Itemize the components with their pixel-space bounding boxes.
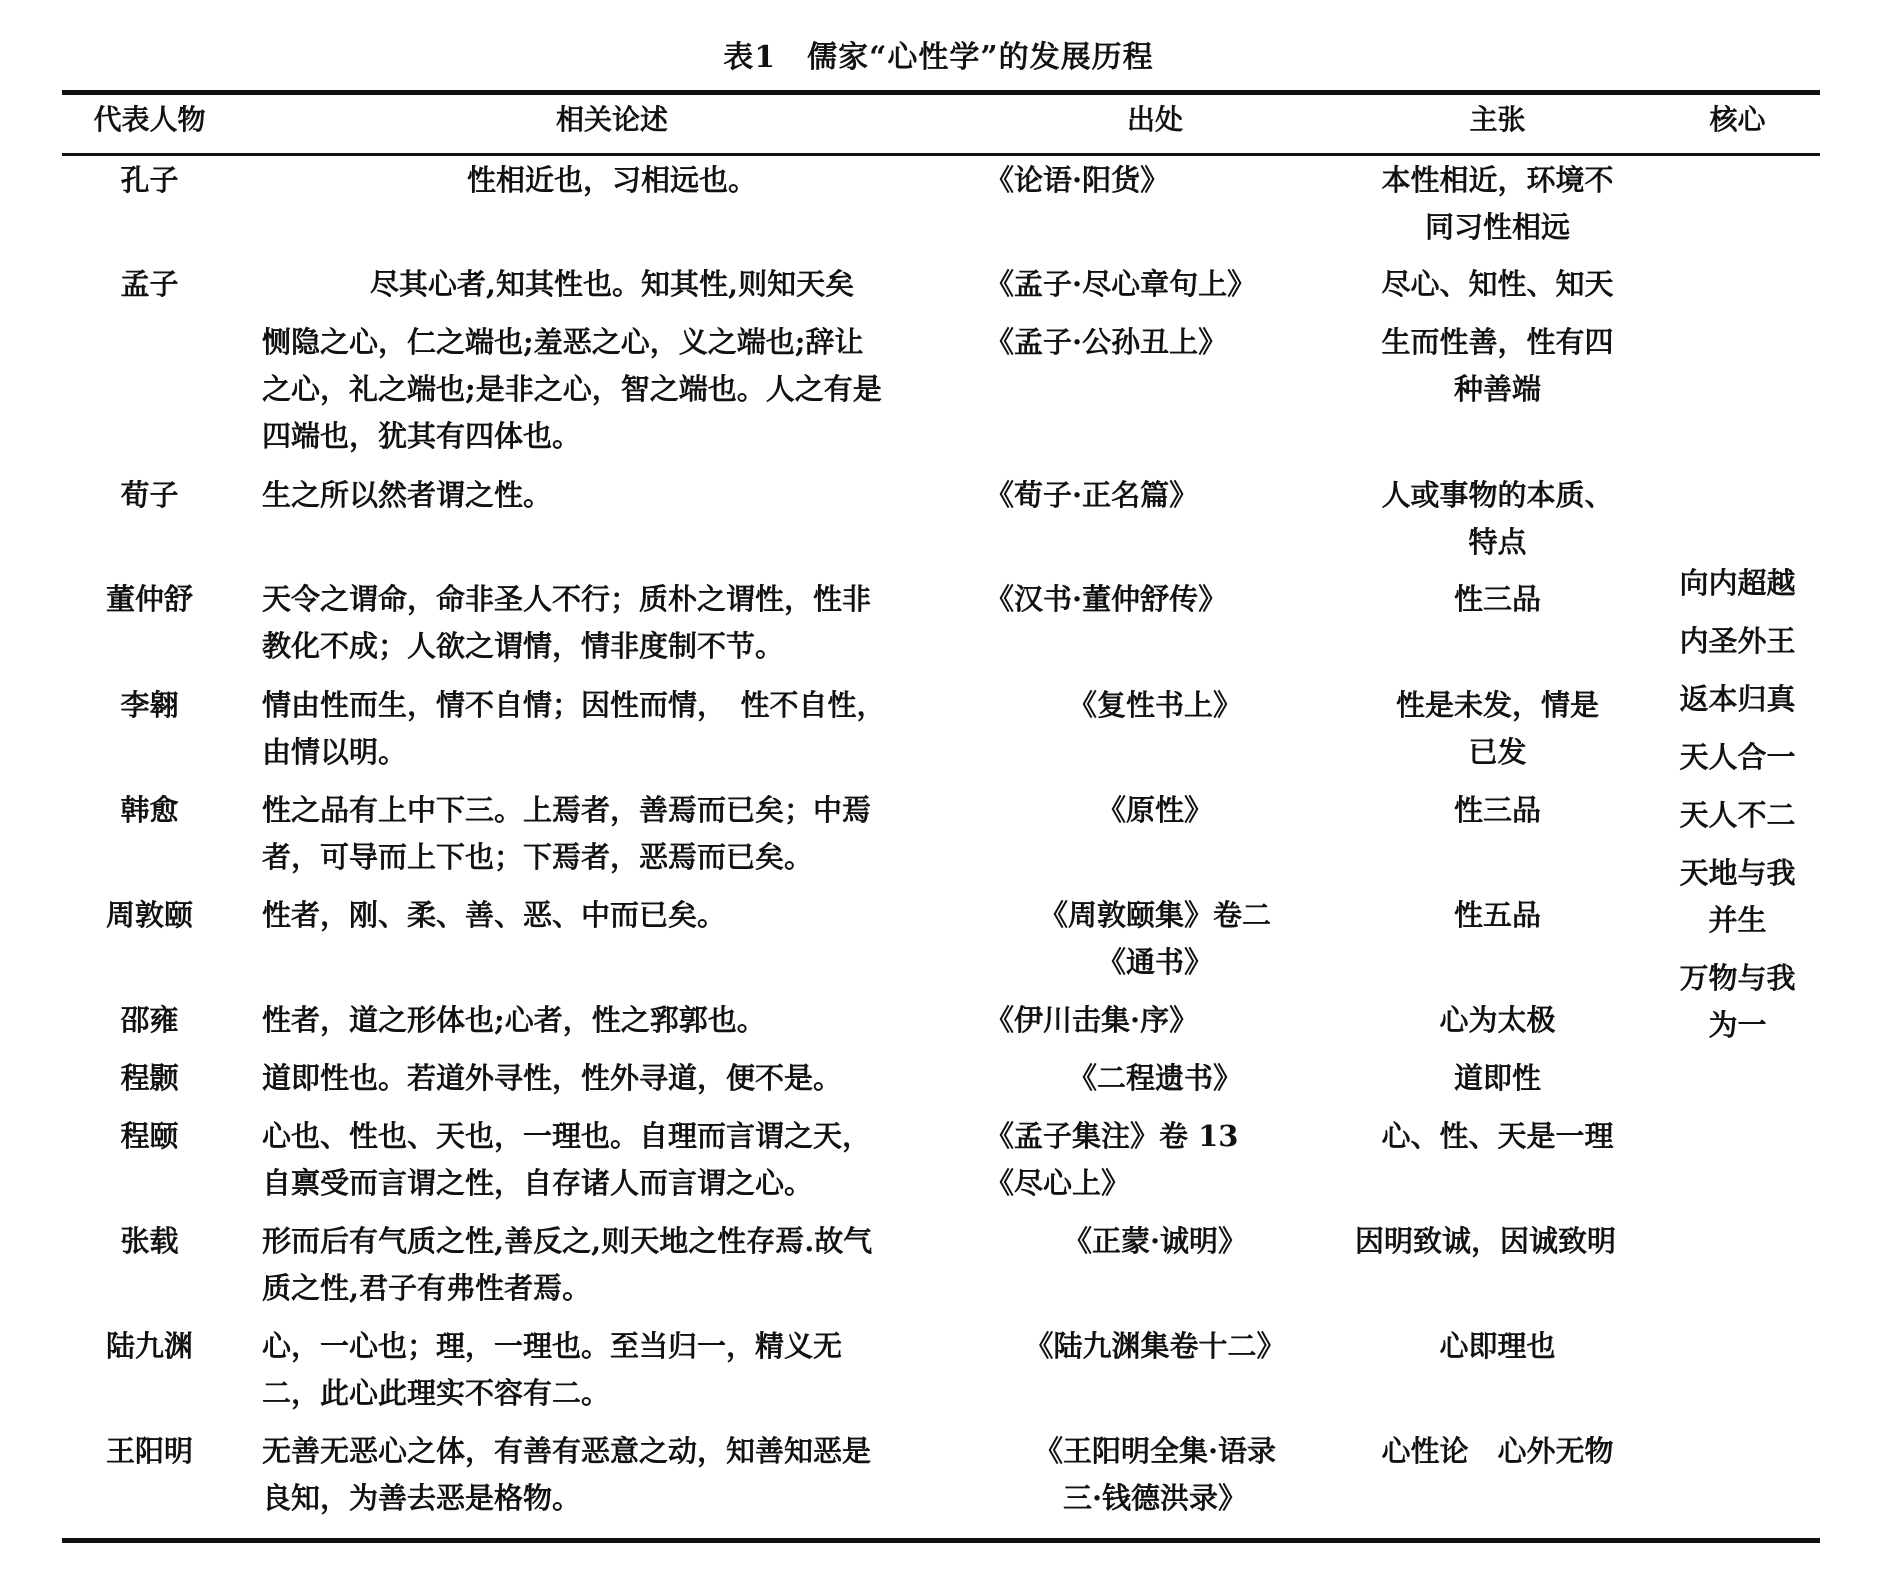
source-line: 《论语·阳货》 (985, 163, 1170, 197)
claim-line: 性三品 (1453, 793, 1541, 827)
person-cell: 张载 (120, 1224, 179, 1258)
claim-line: 已发 (1468, 735, 1527, 769)
person-cell: 周敦颐 (105, 898, 193, 932)
person-cell: 韩愈 (120, 793, 179, 827)
text-line: 尽其心者,知其性也。知其性,则知天矣 (369, 267, 855, 301)
person-cell: 荀子 (120, 478, 179, 512)
claim-line: 心即理也 (1439, 1329, 1556, 1363)
text-line: 心，一心也；理，一理也。至当归一，精义无 (262, 1329, 843, 1363)
text-line: 自禀受而言谓之性，自存诸人而言谓之心。 (262, 1166, 814, 1200)
source-line: 三·钱德洪录》 (1062, 1481, 1248, 1515)
source-line: 《陆九渊集卷十二》 (1024, 1329, 1286, 1363)
claim-line: 性三品 (1453, 582, 1541, 616)
core-item: 向内超越 (1679, 566, 1796, 600)
source-line: 《汉书·董仲舒传》 (985, 582, 1228, 616)
text-line: 道即性也。若道外寻性，性外寻道，便不是。 (262, 1061, 843, 1095)
header-person: 代表人物 (93, 103, 206, 136)
core-item: 天地与我 (1679, 856, 1796, 890)
source-line: 《伊川击集·序》 (985, 1003, 1199, 1037)
text-line: 性相近也，习相远也。 (466, 163, 757, 197)
person-cell: 程颢 (120, 1061, 179, 1095)
claim-line: 种善端 (1453, 372, 1541, 406)
text-line: 生之所以然者谓之性。 (262, 478, 553, 512)
text-line: 形而后有气质之性,善反之,则天地之性存焉.故气 (262, 1224, 873, 1258)
source-line: 《通书》 (1096, 945, 1213, 979)
text-line: 者，可导而上下也；下焉者，恶焉而已矣。 (262, 840, 814, 874)
text-line: 性之品有上中下三。上焉者，善焉而已矣；中焉 (262, 793, 872, 827)
claim-line: 本性相近，环境不 (1381, 163, 1614, 197)
source-line: 《原性》 (1096, 793, 1213, 827)
core-column (1655, 560, 1820, 1049)
source-line: 《孟子·尽心章句上》 (985, 267, 1257, 301)
source-line: 《王阳明全集·语录 (1033, 1434, 1277, 1468)
claim-line: 生而性善，性有四 (1381, 325, 1614, 359)
text-line: 二，此心此理实不容有二。 (262, 1376, 611, 1410)
text-line: 恻隐之心，仁之端也;羞恶之心，义之端也;辞让 (262, 325, 864, 359)
person-cell: 程颐 (120, 1119, 179, 1153)
core-item: 内圣外王 (1679, 624, 1796, 658)
core-item: 返本归真 (1679, 682, 1796, 716)
text-line: 情由性而生，情不自情；因性而情， 性不自性， (262, 688, 886, 722)
source-line: 《二程遗书》 (1067, 1061, 1242, 1095)
person-cell: 邵雍 (120, 1003, 179, 1037)
claim-line: 因明致诚，因诚致明 (1355, 1224, 1617, 1258)
header-source: 出处 (1126, 103, 1183, 136)
source-line: 《复性书上》 (1067, 688, 1242, 722)
header-claim: 主张 (1469, 103, 1526, 136)
claim-line: 心、性、天是一理 (1381, 1119, 1614, 1153)
claim-line: 道即性 (1453, 1061, 1541, 1095)
core-item: 并生 (1708, 903, 1767, 937)
core-item: 天人不二 (1679, 798, 1796, 832)
text-line: 由情以明。 (262, 735, 408, 769)
text-line: 教化不成；人欲之谓情，情非度制不节。 (262, 629, 785, 663)
claim-line: 特点 (1468, 525, 1527, 559)
text-line: 无善无恶心之体，有善有恶意之动，知善知恶是 (262, 1434, 872, 1468)
person-cell: 王阳明 (105, 1434, 193, 1468)
text-line: 性者，道之形体也;心者，性之郛郭也。 (262, 1003, 766, 1037)
text-line: 心也、性也、天也，一理也。自理而言谓之天， (262, 1119, 872, 1153)
claim-line: 性是未发，情是 (1395, 688, 1599, 722)
core-item: 天人合一 (1679, 740, 1796, 774)
claim-line: 性五品 (1453, 898, 1541, 932)
table-caption: 表1 儒家“心性学”的发展历程 (723, 40, 1154, 75)
header-text: 相关论述 (555, 103, 668, 136)
person-cell: 李翱 (120, 688, 179, 722)
claim-line: 人或事物的本质、 (1381, 478, 1614, 512)
person-cell: 陆九渊 (105, 1329, 193, 1363)
header-core: 核心 (1709, 103, 1766, 136)
person-cell: 孔子 (120, 163, 179, 197)
text-line: 天令之谓命，命非圣人不行；质朴之谓性，性非 (262, 582, 872, 616)
claim-line: 心性论 心外无物 (1381, 1434, 1614, 1468)
table-bottom-rule (62, 1538, 1820, 1543)
claim-line: 同习性相远 (1424, 210, 1570, 244)
source-line: 《周敦颐集》卷二 (1038, 898, 1271, 932)
text-line: 良知，为善去恶是格物。 (262, 1481, 582, 1515)
source-line: 《孟子·公孙丑上》 (985, 325, 1228, 359)
claim-line: 尽心、知性、知天 (1381, 267, 1614, 301)
person-cell: 董仲舒 (105, 582, 193, 616)
text-line: 四端也，犹其有四体也。 (262, 419, 582, 453)
source-line: 《尽心上》 (985, 1166, 1131, 1200)
text-line: 性者，刚、柔、善、恶、中而已矣。 (262, 898, 727, 932)
table-header-rule (62, 153, 1820, 156)
source-line: 《孟子集注》卷 13 (985, 1119, 1239, 1153)
source-line: 《正蒙·诚明》 (1062, 1224, 1248, 1258)
text-line: 质之性,君子有弗性者焉。 (262, 1271, 592, 1305)
core-item: 万物与我 (1679, 961, 1796, 995)
claim-line: 心为太极 (1439, 1003, 1556, 1037)
core-item: 为一 (1708, 1008, 1767, 1042)
table-top-rule (62, 90, 1820, 95)
person-cell: 孟子 (120, 267, 179, 301)
source-line: 《荀子·正名篇》 (985, 478, 1199, 512)
text-line: 之心，礼之端也;是非之心，智之端也。人之有是 (262, 372, 882, 406)
